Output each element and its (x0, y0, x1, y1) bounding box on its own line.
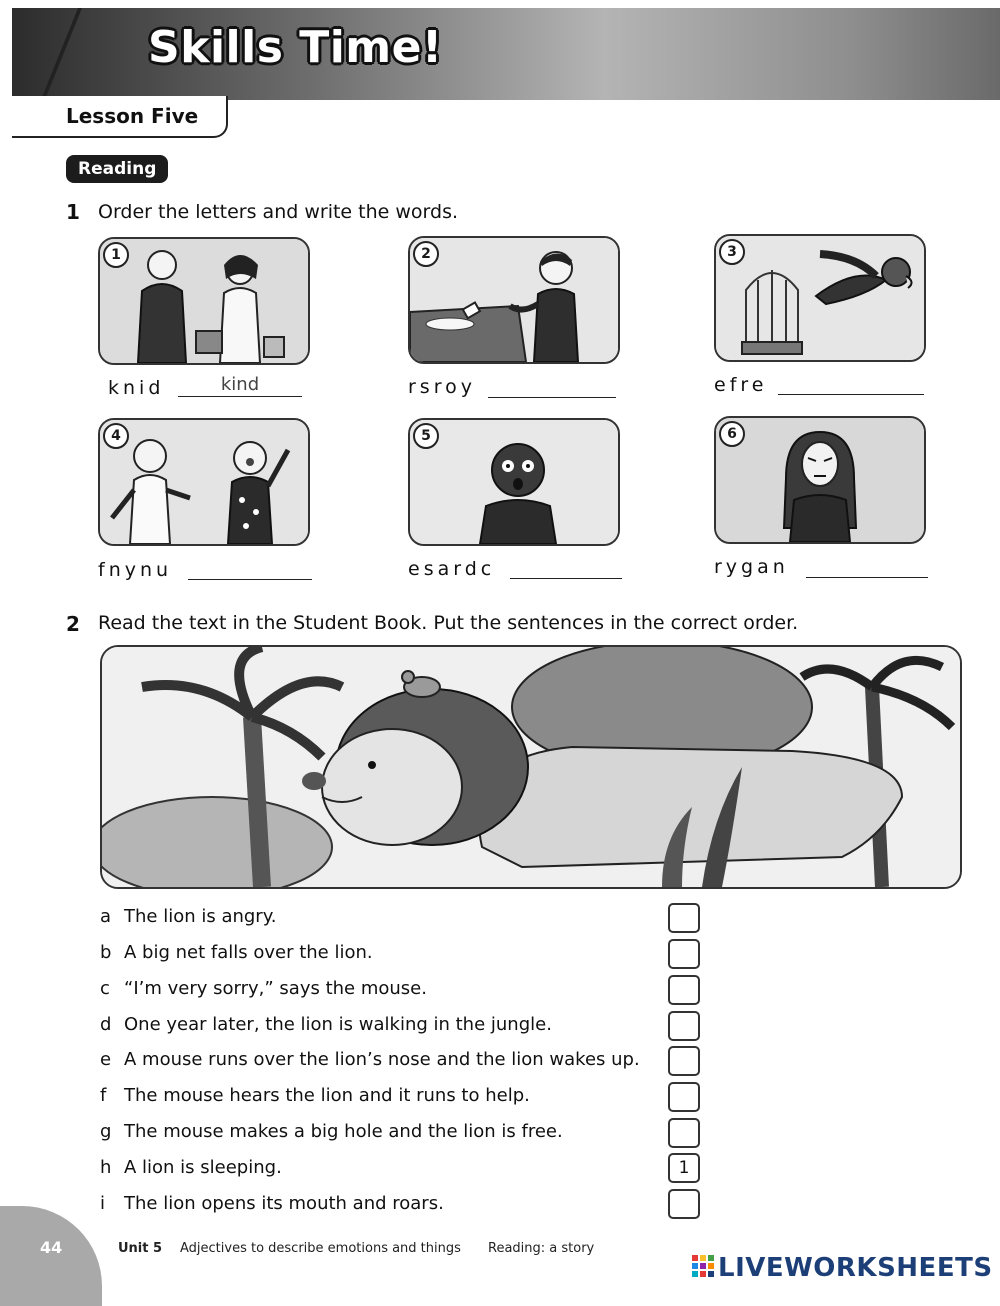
sentence-b: b A big net falls over the lion. (100, 942, 373, 963)
sentence-f: f The mouse hears the lion and it runs to help. (100, 1085, 530, 1106)
scrambled-word: rsroy (408, 376, 476, 398)
angry-girl-illustration (716, 418, 924, 542)
order-box-f[interactable] (668, 1082, 700, 1112)
order-box-a[interactable] (668, 903, 700, 933)
scrambled-word: fnynu (98, 559, 173, 581)
order-box-b[interactable] (668, 939, 700, 969)
sentence-g: g The mouse makes a big hole and the lion is free. (100, 1121, 563, 1142)
picture-boy-and-clown (98, 418, 310, 546)
footer-unit: Unit 5 (118, 1241, 163, 1256)
picture-number: 6 (719, 421, 745, 447)
liveworksheets-brand: LIVEWORKSHEETS (718, 1253, 993, 1283)
order-box-h[interactable] (668, 1153, 700, 1183)
order-box-c[interactable] (668, 975, 700, 1005)
page-number: 44 (40, 1238, 63, 1257)
picture-scared-boy (408, 418, 620, 546)
picture-number: 2 (413, 241, 439, 267)
exercise-2-instruction: Read the text in the Student Book. Put the sentences in the correct order. (98, 612, 799, 634)
parrot-cage-illustration (716, 236, 924, 360)
exercise-2-number: 2 (66, 612, 80, 636)
scrambled-word: esardc (408, 558, 496, 580)
order-box-d[interactable] (668, 1011, 700, 1041)
answer-field-6[interactable] (806, 553, 928, 578)
answer-field-1[interactable] (178, 372, 302, 397)
footer-topic: Adjectives to describe emotions and things (180, 1241, 461, 1256)
boy-and-clown-illustration (100, 420, 308, 544)
order-box-i[interactable] (668, 1189, 700, 1219)
scrambled-word: rygan (714, 556, 789, 578)
answer-field-4[interactable] (188, 555, 312, 580)
sentence-i: i The lion opens its mouth and roars. (100, 1193, 444, 1214)
grandmother-and-woman-illustration (100, 239, 308, 363)
sentence-h: h A lion is sleeping. (100, 1157, 282, 1178)
picture-number: 1 (103, 242, 129, 268)
sentence-c: c “I’m very sorry,” says the mouse. (100, 978, 427, 999)
lesson-tab (12, 96, 228, 138)
exercise-1-number: 1 (66, 200, 80, 224)
answer-field-5[interactable] (510, 554, 622, 579)
scared-boy-illustration (410, 420, 618, 544)
picture-grandmother-and-woman (98, 237, 310, 365)
picture-angry-girl (714, 416, 926, 544)
picture-number: 3 (719, 239, 745, 265)
picture-number: 5 (413, 423, 439, 449)
exercise-1-instruction: Order the letters and write the words. (98, 201, 459, 223)
order-box-e[interactable] (668, 1046, 700, 1076)
picture-boy-spilled-cup (408, 236, 620, 364)
footer-skill: Reading: a story (488, 1241, 595, 1256)
liveworksheets-logo-icon (692, 1255, 714, 1277)
page-title: Skills Time! (148, 22, 443, 73)
story-picture-lion-and-mouse (100, 645, 962, 889)
sentence-e: e A mouse runs over the lion’s nose and the lion wakes up. (100, 1049, 640, 1070)
scrambled-word: knid (108, 377, 165, 399)
lion-jungle-illustration (102, 647, 960, 887)
answer-field-2[interactable] (488, 373, 616, 398)
scrambled-word: efre (714, 374, 768, 396)
reading-badge: Reading (66, 155, 168, 183)
picture-parrot-cage (714, 234, 926, 362)
order-box-g[interactable] (668, 1118, 700, 1148)
boy-spilled-cup-illustration (410, 238, 618, 362)
lesson-label: Lesson Five (66, 104, 199, 128)
sentence-d: d One year later, the lion is walking in the jungle. (100, 1014, 552, 1035)
answer-field-3[interactable] (778, 370, 924, 395)
picture-number: 4 (103, 423, 129, 449)
sentence-a: a The lion is angry. (100, 906, 277, 927)
